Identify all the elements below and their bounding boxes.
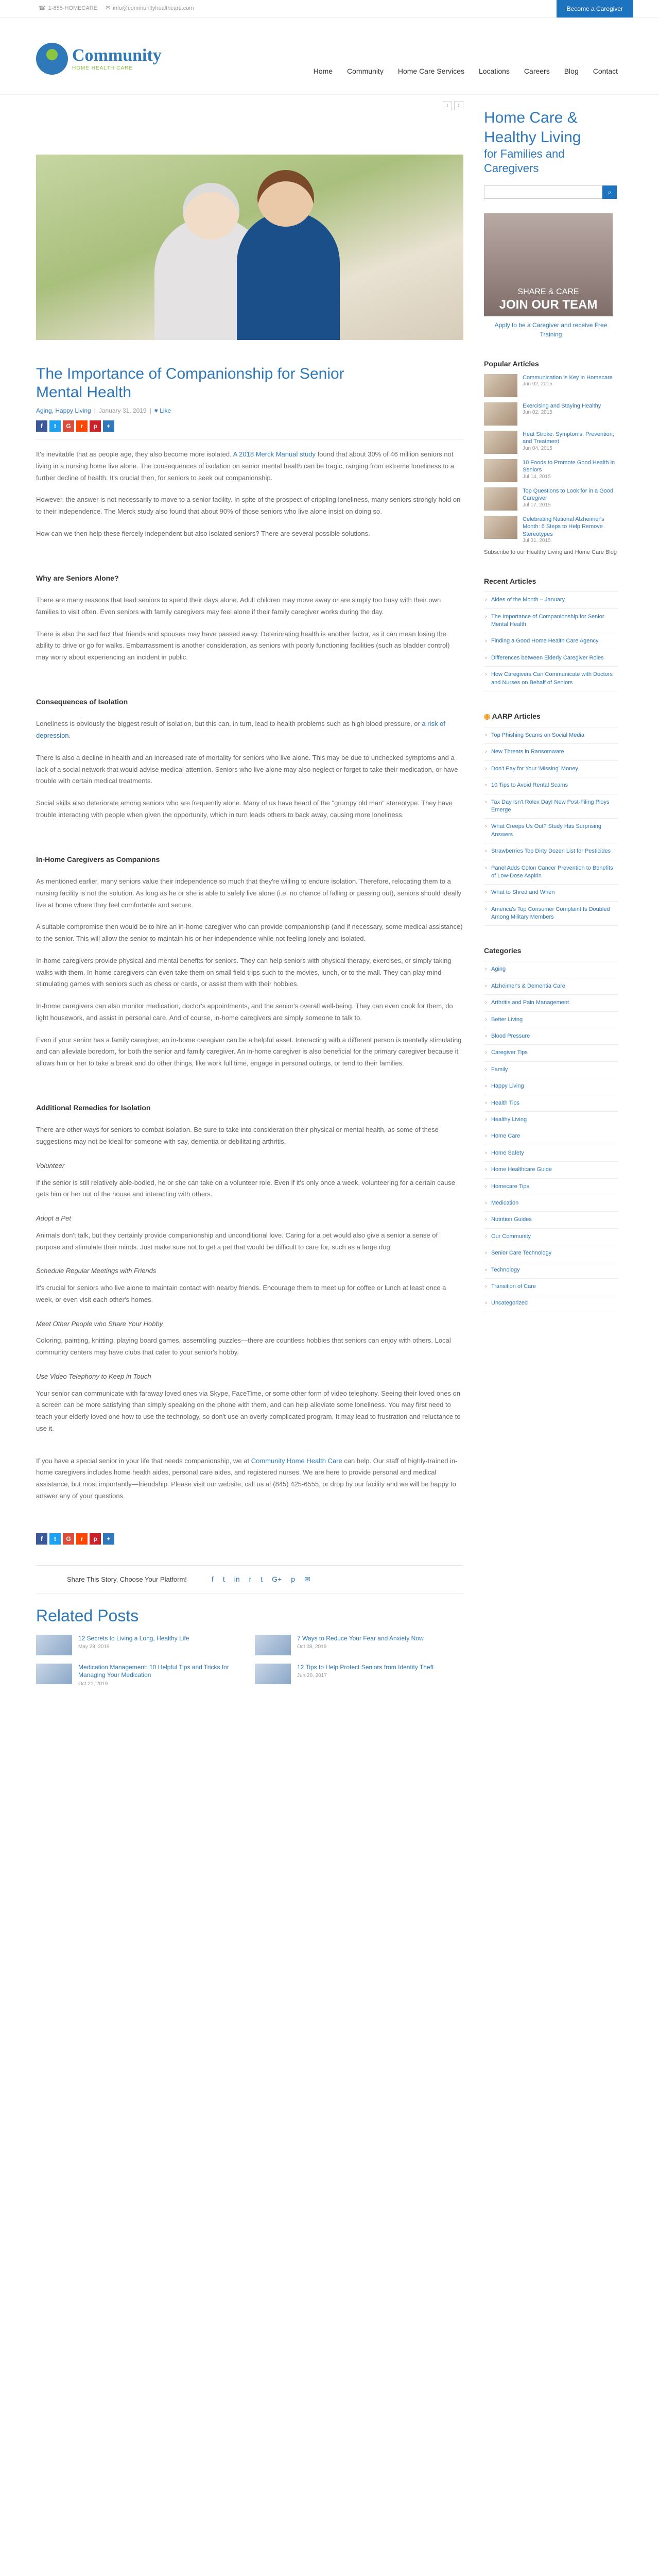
merck-study-link[interactable]: A 2018 Merck Manual study <box>233 450 316 458</box>
become-caregiver-button[interactable]: Become a Caregiver <box>557 0 633 18</box>
list-item[interactable]: › What to Shred and When <box>484 885 618 901</box>
facebook-icon[interactable]: f <box>36 420 47 432</box>
related-post[interactable]: 7 Ways to Reduce Your Fear and Anxiety Now Oct 08, 2018 <box>255 1635 463 1655</box>
apply-caregiver-link[interactable]: Apply to be a Caregiver and receive Free Training <box>494 321 608 338</box>
phone-icon: ☎ <box>39 5 46 11</box>
reddit-icon[interactable]: r <box>76 420 88 432</box>
facebook-icon[interactable]: f <box>36 1533 47 1545</box>
reddit-icon[interactable]: r <box>249 1575 252 1583</box>
logo-mark <box>36 43 68 75</box>
next-post-icon[interactable]: › <box>454 101 463 110</box>
heart-icon[interactable]: ♥ <box>154 407 158 414</box>
rss-icon: ◉ <box>484 712 491 721</box>
heading-in-home: In-Home Caregivers as Companions <box>36 855 160 863</box>
related-post[interactable]: Medication Management: 10 Helpful Tips and Tricks for Managing Your Medication Oct 21, 2019 <box>36 1664 245 1687</box>
list-item[interactable]: › America's Top Consumer Complaint Is Doubled Among Military Members <box>484 902 618 926</box>
category-item[interactable]: › Blood Pressure <box>484 1028 618 1045</box>
category-item[interactable]: › Alzheimer's & Dementia Care <box>484 978 618 995</box>
category-item[interactable]: › Health Tips <box>484 1095 618 1112</box>
list-item[interactable]: › New Threats in Ransomware <box>484 744 618 760</box>
nav-careers[interactable]: Careers <box>524 67 550 75</box>
nav-blog[interactable]: Blog <box>564 67 579 75</box>
list-item[interactable]: › Aides of the Month – January <box>484 592 618 608</box>
sidebar <box>484 108 618 1312</box>
post-meta: Aging, Happy Living | January 31, 2019 | ♥ Like <box>36 407 171 414</box>
add-share-icon[interactable]: + <box>103 420 114 432</box>
popular-article[interactable]: Top Questions to Look for in a Good Caregiver Jul 17, 2015 <box>484 487 618 511</box>
twitter-icon[interactable]: t <box>49 1533 61 1545</box>
heading-additional: Additional Remedies for Isolation <box>36 1103 151 1112</box>
post-nav-arrows <box>443 101 463 110</box>
like-label[interactable]: Like <box>160 407 171 414</box>
search-icon: ⌕ <box>608 188 612 196</box>
google-plus-icon[interactable]: G+ <box>272 1575 282 1583</box>
category-item[interactable]: › Aging <box>484 961 618 978</box>
popular-article[interactable]: Heat Stroke: Symptoms, Prevention, and Treatment Jun 04, 2015 <box>484 431 618 454</box>
category-item[interactable]: › Caregiver Tips <box>484 1045 618 1061</box>
phone-link[interactable]: ☎ 1-855-HOMECARE <box>39 5 98 11</box>
add-share-icon[interactable]: + <box>103 1533 114 1545</box>
top-bar <box>0 0 659 18</box>
popular-article[interactable]: Celebrating National Alzheimer's Month: 6 Steps to Help Remove Stereotypes Jul 31, 2015 <box>484 516 618 544</box>
related-post[interactable]: 12 Secrets to Living a Long, Healthy Life May 28, 2019 <box>36 1635 245 1655</box>
list-item[interactable]: › Panel Adds Colon Cancer Prevention to Benefits of Low-Dose Aspirin <box>484 860 618 885</box>
google-plus-icon[interactable]: G <box>63 420 74 432</box>
list-item[interactable]: › The Importance of Companionship for Senior Mental Health <box>484 609 618 634</box>
popular-article[interactable]: Exercising and Staying Healthy Jun 02, 2015 <box>484 402 618 426</box>
share-buttons-top <box>36 420 463 432</box>
list-item[interactable]: › 10 Tips to Avoid Rental Scams <box>484 777 618 794</box>
nav-locations[interactable]: Locations <box>478 67 510 75</box>
heading-why-alone: Why are Seniors Alone? <box>36 573 119 582</box>
heading-consequences: Consequences of Isolation <box>36 697 128 706</box>
categories-title: Categories <box>484 946 522 955</box>
list-item[interactable]: › Don't Pay for Your 'Missing' Money <box>484 761 618 777</box>
related-thumbnail <box>255 1635 291 1655</box>
site-header <box>0 18 659 95</box>
site-logo[interactable] <box>36 36 165 82</box>
subscribe-link[interactable]: Subscribe to our Healthy Living and Home Care Blog <box>484 549 617 555</box>
category-item[interactable]: › Homecare Tips <box>484 1179 618 1195</box>
nav-home[interactable]: Home <box>313 67 333 75</box>
google-plus-icon[interactable]: G <box>63 1533 74 1545</box>
recent-articles-list <box>484 591 618 691</box>
search-button[interactable] <box>602 185 617 199</box>
email-link[interactable]: ✉ info@communityhealthcare.com <box>106 5 194 11</box>
popular-articles-list <box>484 374 618 544</box>
pinterest-icon[interactable]: p <box>291 1575 296 1583</box>
linkedin-icon[interactable]: in <box>234 1575 240 1583</box>
popular-article[interactable]: Communication is Key in Homecare Jun 02, 2015 <box>484 374 618 397</box>
category-item[interactable]: › Arthritis and Pain Management <box>484 995 618 1011</box>
nav-contact[interactable]: Contact <box>593 67 618 75</box>
aarp-articles-title: ◉ AARP Articles <box>484 712 541 721</box>
popular-articles-title: Popular Articles <box>484 360 539 368</box>
category-item[interactable]: › Uncategorized <box>484 1295 618 1312</box>
list-item[interactable]: › Strawberries Top Dirty Dozen List for Pesticides <box>484 843 618 860</box>
category-item[interactable]: › Technology <box>484 1262 618 1279</box>
main-nav <box>314 67 618 75</box>
list-item[interactable]: › How Caregivers Can Communicate with Doctors and Nurses on Behalf of Seniors <box>484 667 618 691</box>
category-item[interactable]: › Better Living <box>484 1012 618 1028</box>
category-item[interactable]: › Medication <box>484 1195 618 1212</box>
category-item[interactable]: › Transition of Care <box>484 1279 618 1295</box>
pinterest-icon[interactable]: p <box>90 420 101 432</box>
community-link[interactable]: Community Home Health Care <box>251 1456 342 1465</box>
popular-article[interactable]: 10 Foods to Promote Good Health in Seniors Jul 14, 2015 <box>484 459 618 482</box>
email-icon[interactable]: ✉ <box>304 1575 310 1583</box>
pinterest-icon[interactable]: p <box>90 1533 101 1545</box>
related-thumbnail <box>36 1664 72 1684</box>
related-posts-grid <box>36 1635 463 1687</box>
related-post[interactable]: 12 Tips to Help Protect Seniors from Identity Theft Jun 20, 2017 <box>255 1664 463 1687</box>
share-buttons-bottom <box>36 1533 463 1545</box>
featured-image <box>36 155 463 340</box>
aarp-articles-list <box>484 727 618 926</box>
nav-home-care-services[interactable]: Home Care Services <box>397 67 464 75</box>
category-item[interactable]: › Home Care <box>484 1128 618 1145</box>
reddit-icon[interactable]: r <box>76 1533 88 1545</box>
list-item[interactable]: › Tax Day Isn't Rolex Day! New Post-Filing Ploys Emerge <box>484 794 618 819</box>
related-thumbnail <box>255 1664 291 1684</box>
facebook-icon[interactable]: f <box>211 1575 214 1583</box>
search-input[interactable] <box>484 185 602 199</box>
categories-list <box>484 961 618 1312</box>
share-story-box <box>36 1565 463 1594</box>
mail-icon: ✉ <box>106 5 111 11</box>
post-body: It's inevitable that as people age, they also become more isolated. A 2018 Merck Manual study found that about 30% of 46 million seniors not living in a nursing home live alone. The consequences of isolation on senior mental health can be tragic, ranging from extreme loneliness to a further decline of health. It's crucial then, for seniors to seek out companionship. However, the answer is not necessarily to move to a senior facility. In spite of the prospect of crippling loneliness, many seniors strongly hold on to their independence. The Merck study also found that about 90% of those seniors who live alone insist on doing so. How can we then help these fiercely independent but also isolated seniors? There are several possible solutions. Why are Seniors Alone? There are many reasons that lead seniors to spend their days alone. Adult children may move away or are simply too busy with their own families to visit often. Even seniors with family caregivers may feel alone if their family caregiver works during the day. There is also the sad fact that friends and spouses may have passed away. Deteriorating health is another factor, as it can mean losing the ability to drive or go for walks. Embarrassment is another consideration, as seniors with poorly functioning facilities (such as bladder control) may worry about experiencing an incident in public. Consequences of Isolation Loneliness is obviously the biggest result of isolation, but this can, in turn, lead to health problems such as high blood pressure, or a risk of depression. There is also a decline in health and an increased rate of mortality for seniors who live alone. This may be due to unchecked symptoms and a lack of a social network that would advise medical attention. Seniors who live alone may also neglect or forget to take their medication, or have trouble with certain medical treatments. Social skills also deteriorate among seniors who are frequently alone. Many of us have heard of the "grumpy old man" stereotype. They have trouble interacting with people when given the opportunity, which in turn leads others to back away, causing more loneliness. In-Home Caregivers as Companions As mentioned earlier, many seniors value their independence so much that they're willing to endure isolation. Therefore, relocating them to a nursing facility is not the solution. As long as he or she is able to safely live alone (i.e. no chance of falling or passing out), seniors should ideally live at home where they feel comfortable and secure. A suitable compromise then would be to hire an in-home caregiver who can provide companionship (and if necessary, some medical assistance) to the senior. This will allow the senior to maintain his or her independence while not feeling lonely and isolated. In-home caregivers provide physical and mental benefits for seniors. They can help seniors with physical therapy, exercises, or simply taking walks with them. In-home caregivers can even take them on small field trips such to the movies, lunch, or to the mall. They can play mind-stimulating games with seniors such as chess or cards, or assist them with their hobbies. In-home caregivers can also monitor medication, doctor's appointments, and the senior's overall well-being. They can even cook for them, do light housework, and assist in personal care. And of course, in-home caregivers are simply someone to talk to. Even if your senior has a family caregiver, an in-home caregiver can be a helpful asset. Interacting with a different person is mentally stimulating and can alleviate boredom, for both the senior and family caregiver. An in-home caregiver is also beneficial for the primary caregiver because it allows him or her to take a break and do other things, like work full time, engage in personal outings, or tend to their families. Additional Remedies for Isolation There are other ways for seniors to combat isolation. Be sure to take into consideration their physical or mental health, as some of these suggestions may not be ideal for someone with say, dementia or debilitating arthritis. Volunteer If the senior is still relatively able-bodied, he or she can take on a volunteer role. Even if it's only once a week, volunteering for a certain cause gets him or her out of the house and interacting with others. Adopt a Pet Animals don't talk, but they certainly provide companionship and unconditional love. Caring for a pet would also give a senior a sense of purpose and stimulate their minds. Just make sure not to get a pet that would be difficult to care for, such as a large dog. Schedule Regular Meetings with Friends It's crucial for seniors who live alone to maintain contact with nearby friends. Encourage them to meet up for coffee or lunch at least once a week, or even visit each other's homes. Meet Other People who Share Your Hobby Coloring, painting, knitting, playing board games, assembling puzzles—there are countless hobbies that seniors can enjoy with others. Local community centers may have clubs that cater to your senior's hobby. Use Video Telephony to Keep in Touch Your senior can communicate with faraway loved ones via Skype, FaceTime, or some other form of video telephony. Seeing their loved ones on a screen can be more satisfying than simply speaking on the phone with them, and can help alleviate some loneliness. You may first need to teach your elderly loved one how to use the technology, so don't use an overly complicated program. It may lead to frustration and reluctance to use it. If you have a special senior in your life that needs companionship, we at Community Home Health Care can help. Our staff of highly-trained in-home caregivers includes home health aides, personal care aides, and registered nurses. We are here to provide personal and medical assistance, but most importantly—friendship. Please visit our website, call us at (845) 425-6555, or drop by our facility and we will be happy to answer any of your questions. <box>36 450 463 1500</box>
category-item[interactable]: › Happy Living <box>484 1078 618 1095</box>
twitter-icon[interactable]: t <box>49 420 61 432</box>
depression-link[interactable]: a risk of depression <box>36 720 445 739</box>
join-team-banner[interactable]: SHARE & CARE JOIN OUR TEAM <box>484 213 613 316</box>
sidebar-subtitle: for Families and Caregivers <box>484 147 565 175</box>
recent-articles-title: Recent Articles <box>484 577 536 586</box>
category-item[interactable]: › Home Safety <box>484 1145 618 1162</box>
post-date: January 31, 2019 <box>98 407 147 414</box>
category-item[interactable]: › Home Healthcare Guide <box>484 1162 618 1178</box>
category-item[interactable]: › Senior Care Technology <box>484 1245 618 1262</box>
prev-post-icon[interactable]: ‹ <box>443 101 452 110</box>
post-title: The Importance of Companionship for Senior Mental Health <box>36 365 344 401</box>
list-item[interactable]: › Finding a Good Home Health Care Agency <box>484 633 618 650</box>
post-categories[interactable]: Aging, Happy Living <box>36 407 91 414</box>
share-story-icons <box>212 1575 310 1584</box>
list-item[interactable]: › Top Phishing Scams on Social Media <box>484 727 618 744</box>
main-content <box>36 103 463 1687</box>
share-story-label: Share This Story, Choose Your Platform! <box>67 1575 187 1583</box>
category-item[interactable]: › Healthy Living <box>484 1112 618 1128</box>
nav-community[interactable]: Community <box>347 67 384 75</box>
sidebar-search <box>484 185 618 199</box>
tumblr-icon[interactable]: t <box>261 1575 263 1583</box>
category-item[interactable]: › Nutrition Guides <box>484 1212 618 1228</box>
category-item[interactable]: › Family <box>484 1062 618 1078</box>
list-item[interactable]: › Differences between Elderly Caregiver Roles <box>484 650 618 667</box>
related-thumbnail <box>36 1635 72 1655</box>
related-posts-title: Related Posts <box>36 1606 139 1625</box>
logo-tagline: HOME HEALTH CARE <box>72 65 133 71</box>
list-item[interactable]: › What Creeps Us Out? Study Has Surprising Answers <box>484 819 618 843</box>
sidebar-title: Home Care & Healthy Living <box>484 109 581 146</box>
category-item[interactable]: › Our Community <box>484 1229 618 1245</box>
logo-wordmark: Community <box>72 45 162 65</box>
contact-info <box>39 5 194 11</box>
twitter-icon[interactable]: t <box>222 1575 225 1583</box>
